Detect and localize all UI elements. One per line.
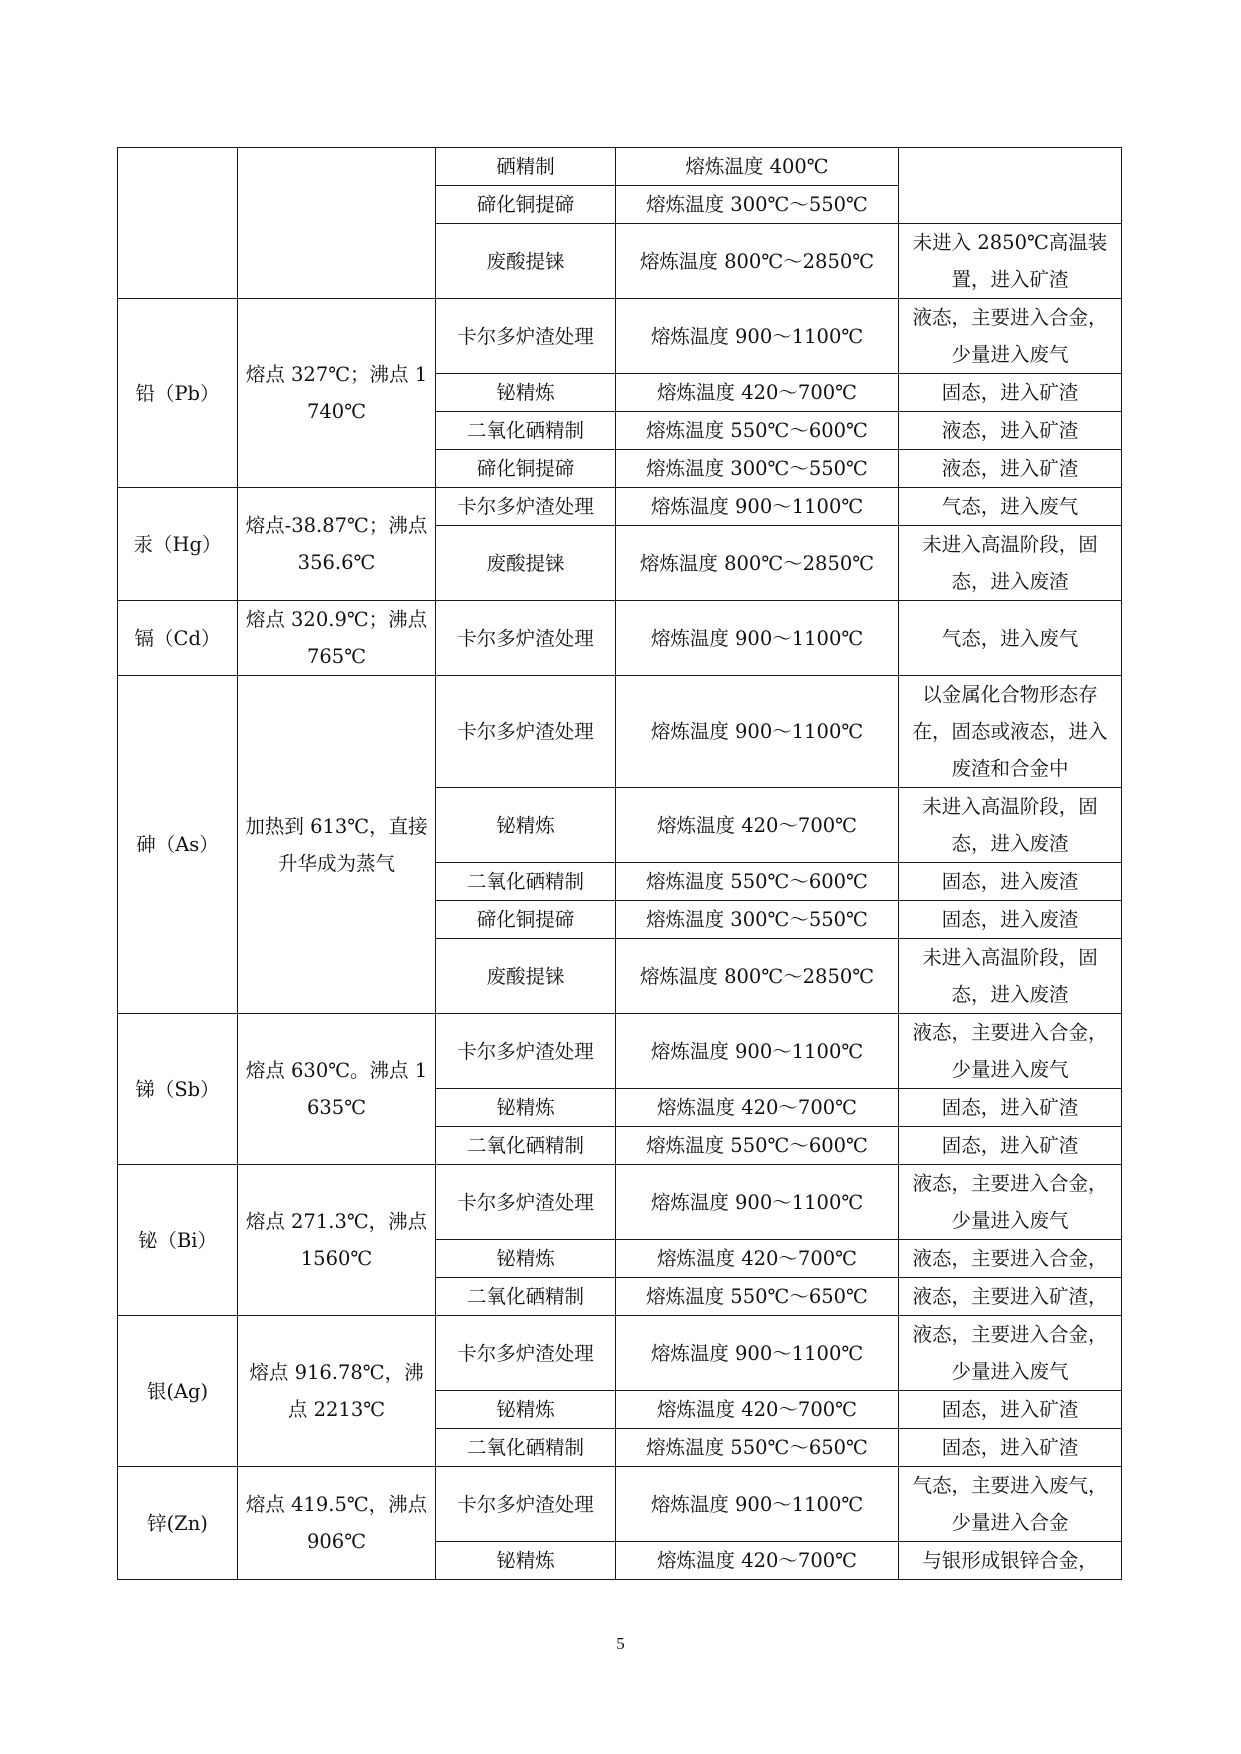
property-cell: 熔点 630℃。沸点 1635℃	[238, 1014, 436, 1165]
condition-cell: 熔炼温度 900～1100℃	[616, 1467, 899, 1542]
condition-cell: 熔炼温度 900～1100℃	[616, 1014, 899, 1089]
process-cell: 二氧化硒精制	[436, 863, 616, 901]
table-row	[118, 1316, 1122, 1391]
process-cell: 卡尔多炉渣处理	[436, 601, 616, 676]
condition-cell: 熔炼温度 550℃～600℃	[616, 1127, 899, 1165]
state-cell: 未进入 2850℃高温装置，进入矿渣	[899, 224, 1122, 299]
state-cell: 液态，进入矿渣	[899, 412, 1122, 450]
condition-cell: 熔炼温度 420～700℃	[616, 1542, 899, 1580]
condition-cell: 熔炼温度 300℃～550℃	[616, 901, 899, 939]
process-cell: 卡尔多炉渣处理	[436, 1467, 616, 1542]
process-cell: 碲化铜提碲	[436, 186, 616, 224]
state-cell: 气态，进入废气	[899, 601, 1122, 676]
state-cell: 与银形成银锌合金，	[899, 1542, 1122, 1580]
process-cell: 铋精炼	[436, 788, 616, 863]
state-cell: 气态，进入废气	[899, 488, 1122, 526]
smelting-behavior-table	[117, 147, 1122, 1580]
process-cell: 二氧化硒精制	[436, 1278, 616, 1316]
condition-cell: 熔炼温度 800℃～2850℃	[616, 939, 899, 1014]
state-cell: 液态，进入矿渣	[899, 450, 1122, 488]
process-cell: 卡尔多炉渣处理	[436, 1165, 616, 1240]
process-cell: 废酸提铼	[436, 939, 616, 1014]
process-cell: 废酸提铼	[436, 224, 616, 299]
state-cell: 固态，进入矿渣	[899, 374, 1122, 412]
table-row	[118, 488, 1122, 526]
condition-cell: 熔炼温度 900～1100℃	[616, 676, 899, 788]
process-cell: 二氧化硒精制	[436, 1127, 616, 1165]
process-cell: 铋精炼	[436, 1391, 616, 1429]
condition-cell: 熔炼温度 900～1100℃	[616, 488, 899, 526]
table-row	[118, 148, 1122, 186]
process-cell: 铋精炼	[436, 1240, 616, 1278]
state-cell: 未进入高温阶段，固态，进入废渣	[899, 526, 1122, 601]
process-cell: 卡尔多炉渣处理	[436, 1014, 616, 1089]
process-cell: 卡尔多炉渣处理	[436, 1316, 616, 1391]
state-cell: 液态，主要进入合金，	[899, 1240, 1122, 1278]
property-cell: 熔点 327℃；沸点 1740℃	[238, 299, 436, 488]
condition-cell: 熔炼温度 900～1100℃	[616, 601, 899, 676]
condition-cell: 熔炼温度 420～700℃	[616, 1240, 899, 1278]
page-number: 5	[616, 1634, 625, 1653]
table-row	[118, 676, 1122, 788]
table-row	[118, 1165, 1122, 1240]
element-cell: 镉（Cd）	[118, 601, 238, 676]
table-row	[118, 1014, 1122, 1089]
state-cell: 固态，进入矿渣	[899, 1127, 1122, 1165]
element-cell: 砷（As）	[118, 676, 238, 1014]
process-cell: 二氧化硒精制	[436, 412, 616, 450]
state-cell: 液态，主要进入合金，少量进入废气	[899, 1316, 1122, 1391]
state-cell: 固态，进入矿渣	[899, 1429, 1122, 1467]
table-row	[118, 601, 1122, 676]
element-cell: 锌(Zn)	[118, 1467, 238, 1580]
process-cell: 二氧化硒精制	[436, 1429, 616, 1467]
element-cell: 锑（Sb）	[118, 1014, 238, 1165]
property-cell: 熔点 320.9℃；沸点 765℃	[238, 601, 436, 676]
condition-cell: 熔炼温度 400℃	[616, 148, 899, 186]
table-row	[118, 1467, 1122, 1542]
condition-cell: 熔炼温度 550℃～650℃	[616, 1278, 899, 1316]
process-cell: 卡尔多炉渣处理	[436, 299, 616, 374]
process-cell: 硒精制	[436, 148, 616, 186]
state-cell	[899, 148, 1122, 224]
condition-cell: 熔炼温度 420～700℃	[616, 788, 899, 863]
state-cell: 固态，进入矿渣	[899, 1089, 1122, 1127]
process-cell: 卡尔多炉渣处理	[436, 676, 616, 788]
condition-cell: 熔炼温度 900～1100℃	[616, 299, 899, 374]
process-cell: 卡尔多炉渣处理	[436, 488, 616, 526]
table-body	[118, 148, 1122, 1580]
condition-cell: 熔炼温度 420～700℃	[616, 1089, 899, 1127]
condition-cell: 熔炼温度 550℃～600℃	[616, 863, 899, 901]
table-row	[118, 299, 1122, 374]
state-cell: 液态，主要进入合金，少量进入废气	[899, 1165, 1122, 1240]
state-cell: 未进入高温阶段，固态，进入废渣	[899, 939, 1122, 1014]
element-cell: 铅（Pb）	[118, 299, 238, 488]
state-cell: 液态，主要进入矿渣，	[899, 1278, 1122, 1316]
process-cell: 铋精炼	[436, 1089, 616, 1127]
condition-cell: 熔炼温度 900～1100℃	[616, 1316, 899, 1391]
element-cell: 铋（Bi）	[118, 1165, 238, 1316]
property-cell: 熔点 271.3℃，沸点 1560℃	[238, 1165, 436, 1316]
process-cell: 铋精炼	[436, 374, 616, 412]
state-cell: 固态，进入废渣	[899, 901, 1122, 939]
state-cell: 固态，进入废渣	[899, 863, 1122, 901]
condition-cell: 熔炼温度 420～700℃	[616, 1391, 899, 1429]
property-cell: 加热到 613℃，直接升华成为蒸气	[238, 676, 436, 1014]
state-cell: 以金属化合物形态存在，固态或液态，进入废渣和合金中	[899, 676, 1122, 788]
state-cell: 液态，主要进入合金，少量进入废气	[899, 299, 1122, 374]
condition-cell: 熔炼温度 420～700℃	[616, 374, 899, 412]
condition-cell: 熔炼温度 300℃～550℃	[616, 186, 899, 224]
process-cell: 铋精炼	[436, 1542, 616, 1580]
condition-cell: 熔炼温度 300℃～550℃	[616, 450, 899, 488]
property-cell: 熔点 419.5℃，沸点 906℃	[238, 1467, 436, 1580]
property-cell: 熔点 916.78℃，沸点 2213℃	[238, 1316, 436, 1467]
element-cell: 银(Ag)	[118, 1316, 238, 1467]
state-cell: 未进入高温阶段，固态，进入废渣	[899, 788, 1122, 863]
condition-cell: 熔炼温度 900～1100℃	[616, 1165, 899, 1240]
property-cell	[238, 148, 436, 299]
element-cell	[118, 148, 238, 299]
state-cell: 液态，主要进入合金，少量进入废气	[899, 1014, 1122, 1089]
condition-cell: 熔炼温度 550℃～600℃	[616, 412, 899, 450]
process-cell: 碲化铜提碲	[436, 450, 616, 488]
condition-cell: 熔炼温度 800℃～2850℃	[616, 526, 899, 601]
process-cell: 碲化铜提碲	[436, 901, 616, 939]
process-cell: 废酸提铼	[436, 526, 616, 601]
state-cell: 气态，主要进入废气，少量进入合金	[899, 1467, 1122, 1542]
state-cell: 固态，进入矿渣	[899, 1391, 1122, 1429]
condition-cell: 熔炼温度 800℃～2850℃	[616, 224, 899, 299]
element-cell: 汞（Hg）	[118, 488, 238, 601]
property-cell: 熔点-38.87℃；沸点 356.6℃	[238, 488, 436, 601]
condition-cell: 熔炼温度 550℃～650℃	[616, 1429, 899, 1467]
